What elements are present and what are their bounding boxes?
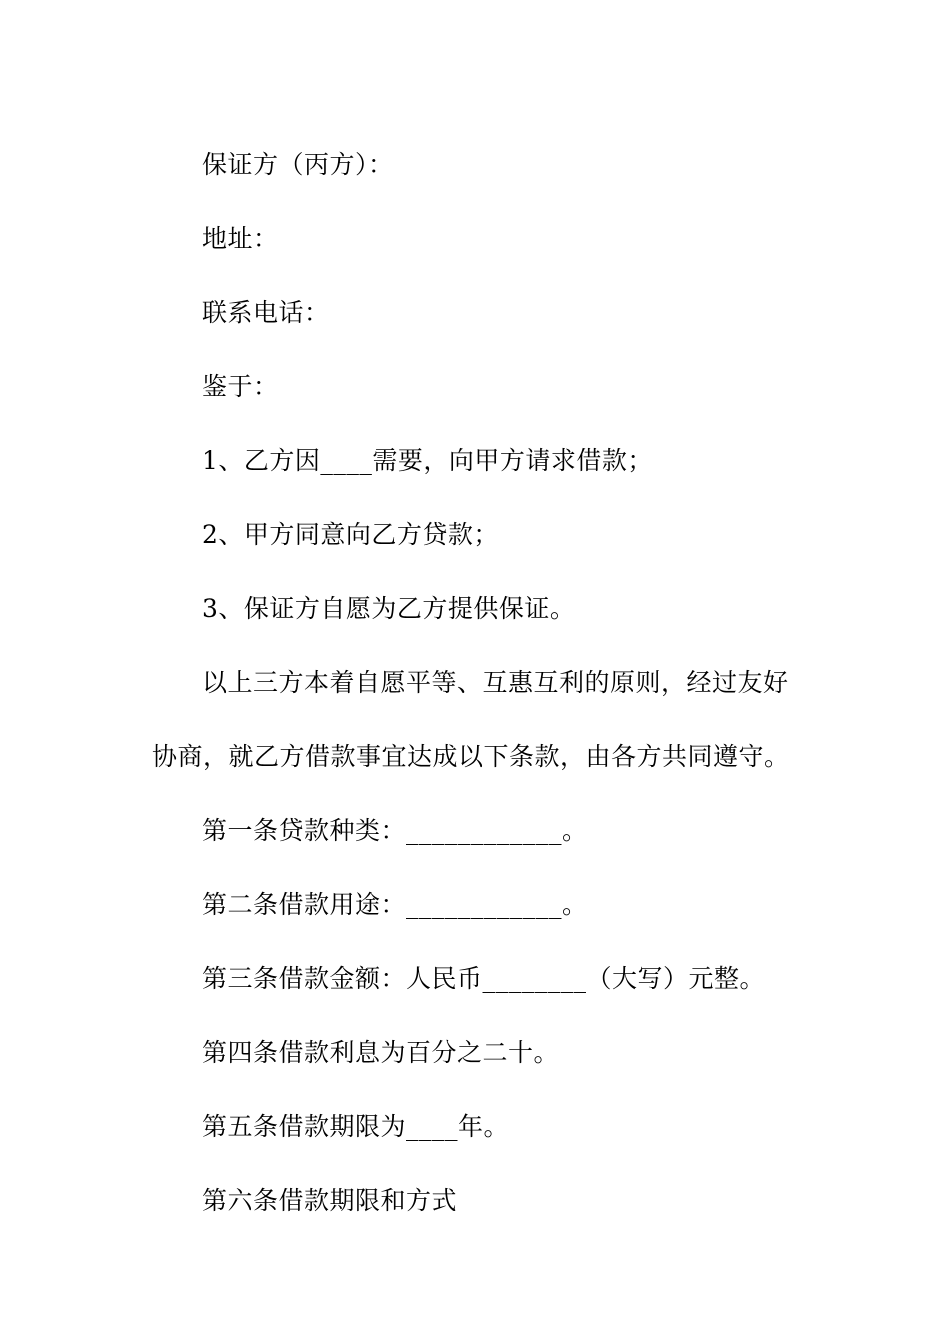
article-1: 第一条贷款种类：____________。: [202, 816, 588, 845]
address-line: 地址：: [202, 224, 279, 253]
recital-1: 1、乙方因____需要，向甲方请求借款；: [202, 446, 653, 475]
recital-3: 3、保证方自愿为乙方提供保证。: [202, 594, 576, 623]
document-body: [152, 128, 802, 1238]
article-4: 第四条借款利息为百分之二十。: [202, 1038, 560, 1067]
article-5: 第五条借款期限为____年。: [202, 1112, 510, 1141]
whereas-heading: 鉴于：: [202, 372, 279, 401]
preamble-paragraph: 以上三方本着自愿平等、互惠互利的原则，经过友好协商，就乙方借款事宜达成以下条款，由各方共同遵守。: [152, 668, 790, 771]
article-2: 第二条借款用途：____________。: [202, 890, 588, 919]
guarantor-party-line: 保证方（丙方）：: [202, 150, 394, 179]
article-3: 第三条借款金额：人民币________（大写）元整。: [202, 964, 766, 993]
article-6: 第六条借款期限和方式: [202, 1186, 458, 1215]
recital-2: 2、甲方同意向乙方贷款；: [202, 520, 499, 549]
phone-line: 联系电话：: [202, 298, 330, 327]
